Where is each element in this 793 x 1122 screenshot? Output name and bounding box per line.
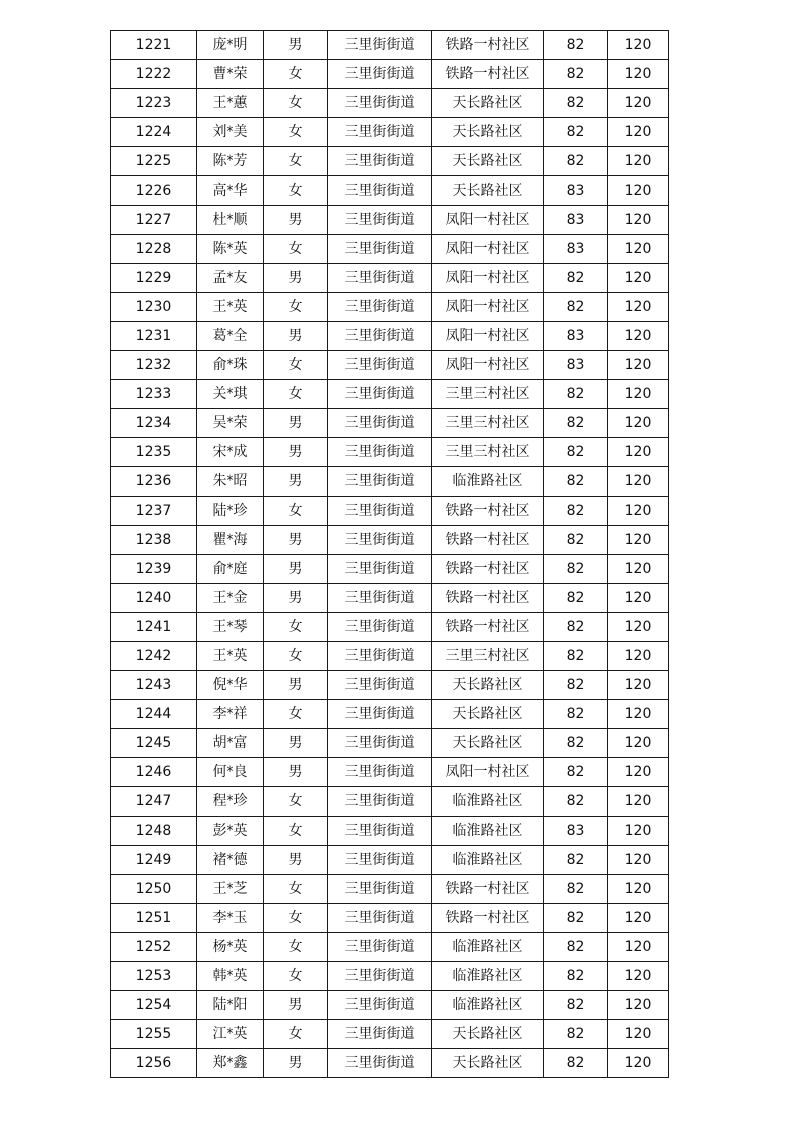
street-cell: 三里街街道 (328, 438, 432, 467)
value-b-cell: 120 (608, 147, 669, 176)
gender-cell: 男 (264, 991, 328, 1020)
community-cell: 铁路一村社区 (432, 554, 544, 583)
value-b-cell: 120 (608, 89, 669, 118)
gender-cell: 男 (264, 554, 328, 583)
community-cell: 凤阳一村社区 (432, 263, 544, 292)
value-a-cell: 82 (544, 525, 608, 554)
street-cell: 三里街街道 (328, 554, 432, 583)
gender-cell: 男 (264, 525, 328, 554)
street-cell: 三里街街道 (328, 932, 432, 961)
name-cell: 瞿*海 (197, 525, 264, 554)
gender-cell: 男 (264, 205, 328, 234)
value-a-cell: 82 (544, 147, 608, 176)
gender-cell: 女 (264, 903, 328, 932)
table-row (111, 89, 669, 118)
value-a-cell: 82 (544, 932, 608, 961)
value-a-cell: 82 (544, 89, 608, 118)
name-cell: 王*英 (197, 641, 264, 670)
value-b-cell: 120 (608, 816, 669, 845)
value-b-cell: 120 (608, 321, 669, 350)
value-b-cell: 120 (608, 729, 669, 758)
serial-number-cell: 1245 (111, 729, 197, 758)
name-cell: 关*琪 (197, 380, 264, 409)
table-row (111, 874, 669, 903)
table-row (111, 671, 669, 700)
table-row (111, 758, 669, 787)
value-a-cell: 82 (544, 292, 608, 321)
street-cell: 三里街街道 (328, 409, 432, 438)
value-b-cell: 120 (608, 962, 669, 991)
gender-cell: 女 (264, 292, 328, 321)
gender-cell: 男 (264, 321, 328, 350)
community-cell: 凤阳一村社区 (432, 205, 544, 234)
value-b-cell: 120 (608, 758, 669, 787)
table-row (111, 525, 669, 554)
table-row (111, 409, 669, 438)
serial-number-cell: 1255 (111, 1020, 197, 1049)
table-row (111, 787, 669, 816)
table-row (111, 583, 669, 612)
value-a-cell: 82 (544, 438, 608, 467)
roster-table (110, 30, 669, 1078)
serial-number-cell: 1251 (111, 903, 197, 932)
street-cell: 三里街街道 (328, 496, 432, 525)
value-a-cell: 83 (544, 176, 608, 205)
serial-number-cell: 1248 (111, 816, 197, 845)
street-cell: 三里街街道 (328, 525, 432, 554)
street-cell: 三里街街道 (328, 874, 432, 903)
value-b-cell: 120 (608, 467, 669, 496)
gender-cell: 男 (264, 845, 328, 874)
table-row (111, 729, 669, 758)
table-row (111, 903, 669, 932)
community-cell: 临淮路社区 (432, 932, 544, 961)
serial-number-cell: 1230 (111, 292, 197, 321)
street-cell: 三里街街道 (328, 671, 432, 700)
value-b-cell: 120 (608, 554, 669, 583)
value-b-cell: 120 (608, 409, 669, 438)
gender-cell: 男 (264, 438, 328, 467)
value-a-cell: 82 (544, 729, 608, 758)
value-b-cell: 120 (608, 700, 669, 729)
table-row (111, 845, 669, 874)
gender-cell: 男 (264, 729, 328, 758)
value-a-cell: 83 (544, 205, 608, 234)
street-cell: 三里街街道 (328, 118, 432, 147)
name-cell: 陈*芳 (197, 147, 264, 176)
value-b-cell: 120 (608, 583, 669, 612)
street-cell: 三里街街道 (328, 758, 432, 787)
community-cell: 天长路社区 (432, 1049, 544, 1078)
community-cell: 三里三村社区 (432, 380, 544, 409)
name-cell: 吴*荣 (197, 409, 264, 438)
value-a-cell: 82 (544, 903, 608, 932)
street-cell: 三里街街道 (328, 583, 432, 612)
gender-cell: 女 (264, 147, 328, 176)
value-a-cell: 82 (544, 31, 608, 60)
gender-cell: 男 (264, 758, 328, 787)
gender-cell: 男 (264, 263, 328, 292)
table-row (111, 467, 669, 496)
name-cell: 朱*昭 (197, 467, 264, 496)
table-row (111, 234, 669, 263)
value-a-cell: 82 (544, 991, 608, 1020)
street-cell: 三里街街道 (328, 263, 432, 292)
community-cell: 凤阳一村社区 (432, 758, 544, 787)
serial-number-cell: 1232 (111, 351, 197, 380)
value-a-cell: 82 (544, 700, 608, 729)
serial-number-cell: 1237 (111, 496, 197, 525)
name-cell: 刘*美 (197, 118, 264, 147)
gender-cell: 女 (264, 380, 328, 409)
gender-cell: 女 (264, 234, 328, 263)
serial-number-cell: 1222 (111, 60, 197, 89)
value-b-cell: 120 (608, 1020, 669, 1049)
gender-cell: 男 (264, 31, 328, 60)
street-cell: 三里街街道 (328, 292, 432, 321)
table-row (111, 118, 669, 147)
name-cell: 王*芝 (197, 874, 264, 903)
street-cell: 三里街街道 (328, 845, 432, 874)
value-a-cell: 83 (544, 351, 608, 380)
serial-number-cell: 1229 (111, 263, 197, 292)
value-a-cell: 82 (544, 554, 608, 583)
value-b-cell: 120 (608, 991, 669, 1020)
serial-number-cell: 1249 (111, 845, 197, 874)
value-b-cell: 120 (608, 176, 669, 205)
roster-table-body (111, 31, 669, 1078)
name-cell: 孟*友 (197, 263, 264, 292)
value-a-cell: 82 (544, 758, 608, 787)
value-b-cell: 120 (608, 641, 669, 670)
street-cell: 三里街街道 (328, 612, 432, 641)
street-cell: 三里街街道 (328, 787, 432, 816)
serial-number-cell: 1253 (111, 962, 197, 991)
serial-number-cell: 1246 (111, 758, 197, 787)
value-a-cell: 82 (544, 60, 608, 89)
name-cell: 江*英 (197, 1020, 264, 1049)
community-cell: 铁路一村社区 (432, 583, 544, 612)
name-cell: 宋*成 (197, 438, 264, 467)
serial-number-cell: 1233 (111, 380, 197, 409)
value-a-cell: 82 (544, 118, 608, 147)
value-b-cell: 120 (608, 380, 669, 409)
name-cell: 王*琴 (197, 612, 264, 641)
value-a-cell: 82 (544, 409, 608, 438)
community-cell: 天长路社区 (432, 729, 544, 758)
serial-number-cell: 1252 (111, 932, 197, 961)
community-cell: 三里三村社区 (432, 641, 544, 670)
table-row (111, 991, 669, 1020)
name-cell: 王*英 (197, 292, 264, 321)
gender-cell: 女 (264, 351, 328, 380)
name-cell: 王*蕙 (197, 89, 264, 118)
value-a-cell: 82 (544, 641, 608, 670)
value-b-cell: 120 (608, 263, 669, 292)
community-cell: 铁路一村社区 (432, 31, 544, 60)
name-cell: 李*祥 (197, 700, 264, 729)
name-cell: 曹*荣 (197, 60, 264, 89)
community-cell: 临淮路社区 (432, 991, 544, 1020)
name-cell: 韩*英 (197, 962, 264, 991)
name-cell: 何*良 (197, 758, 264, 787)
table-row (111, 380, 669, 409)
table-row (111, 612, 669, 641)
value-a-cell: 82 (544, 1049, 608, 1078)
gender-cell: 女 (264, 962, 328, 991)
community-cell: 凤阳一村社区 (432, 351, 544, 380)
serial-number-cell: 1239 (111, 554, 197, 583)
value-b-cell: 120 (608, 205, 669, 234)
value-b-cell: 120 (608, 671, 669, 700)
value-a-cell: 82 (544, 787, 608, 816)
community-cell: 铁路一村社区 (432, 60, 544, 89)
community-cell: 天长路社区 (432, 147, 544, 176)
name-cell: 葛*全 (197, 321, 264, 350)
street-cell: 三里街街道 (328, 903, 432, 932)
gender-cell: 女 (264, 176, 328, 205)
name-cell: 郑*鑫 (197, 1049, 264, 1078)
gender-cell: 女 (264, 787, 328, 816)
name-cell: 杨*英 (197, 932, 264, 961)
serial-number-cell: 1247 (111, 787, 197, 816)
table-row (111, 60, 669, 89)
street-cell: 三里街街道 (328, 467, 432, 496)
street-cell: 三里街街道 (328, 205, 432, 234)
community-cell: 临淮路社区 (432, 816, 544, 845)
community-cell: 天长路社区 (432, 118, 544, 147)
value-a-cell: 83 (544, 321, 608, 350)
community-cell: 凤阳一村社区 (432, 292, 544, 321)
value-b-cell: 120 (608, 932, 669, 961)
serial-number-cell: 1243 (111, 671, 197, 700)
street-cell: 三里街街道 (328, 1049, 432, 1078)
community-cell: 天长路社区 (432, 176, 544, 205)
street-cell: 三里街街道 (328, 351, 432, 380)
serial-number-cell: 1224 (111, 118, 197, 147)
value-b-cell: 120 (608, 874, 669, 903)
value-a-cell: 82 (544, 874, 608, 903)
table-row (111, 554, 669, 583)
value-b-cell: 120 (608, 351, 669, 380)
gender-cell: 女 (264, 816, 328, 845)
gender-cell: 女 (264, 700, 328, 729)
community-cell: 凤阳一村社区 (432, 234, 544, 263)
table-row (111, 263, 669, 292)
street-cell: 三里街街道 (328, 1020, 432, 1049)
community-cell: 临淮路社区 (432, 845, 544, 874)
street-cell: 三里街街道 (328, 147, 432, 176)
value-a-cell: 82 (544, 671, 608, 700)
community-cell: 凤阳一村社区 (432, 321, 544, 350)
table-row (111, 438, 669, 467)
community-cell: 三里三村社区 (432, 409, 544, 438)
table-row (111, 1049, 669, 1078)
serial-number-cell: 1256 (111, 1049, 197, 1078)
street-cell: 三里街街道 (328, 700, 432, 729)
serial-number-cell: 1228 (111, 234, 197, 263)
community-cell: 天长路社区 (432, 671, 544, 700)
value-a-cell: 82 (544, 962, 608, 991)
name-cell: 程*珍 (197, 787, 264, 816)
name-cell: 俞*珠 (197, 351, 264, 380)
value-b-cell: 120 (608, 903, 669, 932)
serial-number-cell: 1236 (111, 467, 197, 496)
name-cell: 倪*华 (197, 671, 264, 700)
serial-number-cell: 1238 (111, 525, 197, 554)
street-cell: 三里街街道 (328, 31, 432, 60)
name-cell: 王*金 (197, 583, 264, 612)
gender-cell: 男 (264, 583, 328, 612)
community-cell: 天长路社区 (432, 89, 544, 118)
community-cell: 临淮路社区 (432, 962, 544, 991)
value-a-cell: 82 (544, 583, 608, 612)
value-b-cell: 120 (608, 612, 669, 641)
gender-cell: 女 (264, 496, 328, 525)
gender-cell: 女 (264, 641, 328, 670)
name-cell: 胡*富 (197, 729, 264, 758)
serial-number-cell: 1226 (111, 176, 197, 205)
value-b-cell: 120 (608, 31, 669, 60)
value-b-cell: 120 (608, 787, 669, 816)
table-row (111, 31, 669, 60)
gender-cell: 女 (264, 612, 328, 641)
name-cell: 陆*阳 (197, 991, 264, 1020)
serial-number-cell: 1231 (111, 321, 197, 350)
community-cell: 铁路一村社区 (432, 612, 544, 641)
gender-cell: 男 (264, 1049, 328, 1078)
gender-cell: 女 (264, 874, 328, 903)
value-b-cell: 120 (608, 118, 669, 147)
value-a-cell: 82 (544, 1020, 608, 1049)
value-b-cell: 120 (608, 496, 669, 525)
street-cell: 三里街街道 (328, 89, 432, 118)
value-b-cell: 120 (608, 292, 669, 321)
name-cell: 褚*德 (197, 845, 264, 874)
value-a-cell: 82 (544, 612, 608, 641)
community-cell: 铁路一村社区 (432, 525, 544, 554)
serial-number-cell: 1244 (111, 700, 197, 729)
gender-cell: 男 (264, 409, 328, 438)
name-cell: 庞*明 (197, 31, 264, 60)
name-cell: 彭*英 (197, 816, 264, 845)
table-row (111, 932, 669, 961)
street-cell: 三里街街道 (328, 176, 432, 205)
name-cell: 陈*英 (197, 234, 264, 263)
table-row (111, 816, 669, 845)
name-cell: 杜*顺 (197, 205, 264, 234)
street-cell: 三里街街道 (328, 321, 432, 350)
street-cell: 三里街街道 (328, 729, 432, 758)
serial-number-cell: 1254 (111, 991, 197, 1020)
serial-number-cell: 1227 (111, 205, 197, 234)
value-a-cell: 82 (544, 467, 608, 496)
street-cell: 三里街街道 (328, 234, 432, 263)
gender-cell: 女 (264, 1020, 328, 1049)
street-cell: 三里街街道 (328, 641, 432, 670)
name-cell: 李*玉 (197, 903, 264, 932)
street-cell: 三里街街道 (328, 380, 432, 409)
value-b-cell: 120 (608, 1049, 669, 1078)
serial-number-cell: 1225 (111, 147, 197, 176)
community-cell: 三里三村社区 (432, 438, 544, 467)
document-page (110, 30, 668, 1078)
gender-cell: 女 (264, 89, 328, 118)
serial-number-cell: 1223 (111, 89, 197, 118)
community-cell: 铁路一村社区 (432, 874, 544, 903)
gender-cell: 男 (264, 467, 328, 496)
serial-number-cell: 1234 (111, 409, 197, 438)
street-cell: 三里街街道 (328, 60, 432, 89)
value-b-cell: 120 (608, 525, 669, 554)
street-cell: 三里街街道 (328, 962, 432, 991)
street-cell: 三里街街道 (328, 816, 432, 845)
gender-cell: 男 (264, 671, 328, 700)
gender-cell: 女 (264, 932, 328, 961)
value-a-cell: 82 (544, 496, 608, 525)
serial-number-cell: 1221 (111, 31, 197, 60)
community-cell: 铁路一村社区 (432, 903, 544, 932)
table-row (111, 147, 669, 176)
value-a-cell: 83 (544, 234, 608, 263)
table-row (111, 205, 669, 234)
community-cell: 临淮路社区 (432, 467, 544, 496)
value-b-cell: 120 (608, 438, 669, 467)
community-cell: 天长路社区 (432, 1020, 544, 1049)
table-row (111, 700, 669, 729)
table-row (111, 496, 669, 525)
community-cell: 天长路社区 (432, 700, 544, 729)
table-row (111, 1020, 669, 1049)
serial-number-cell: 1241 (111, 612, 197, 641)
table-row (111, 176, 669, 205)
table-row (111, 641, 669, 670)
community-cell: 铁路一村社区 (432, 496, 544, 525)
value-a-cell: 82 (544, 380, 608, 409)
street-cell: 三里街街道 (328, 991, 432, 1020)
gender-cell: 女 (264, 60, 328, 89)
table-row (111, 962, 669, 991)
value-a-cell: 82 (544, 263, 608, 292)
community-cell: 临淮路社区 (432, 787, 544, 816)
name-cell: 高*华 (197, 176, 264, 205)
serial-number-cell: 1240 (111, 583, 197, 612)
value-b-cell: 120 (608, 60, 669, 89)
value-a-cell: 82 (544, 845, 608, 874)
serial-number-cell: 1250 (111, 874, 197, 903)
name-cell: 陆*珍 (197, 496, 264, 525)
value-a-cell: 83 (544, 816, 608, 845)
name-cell: 俞*庭 (197, 554, 264, 583)
table-row (111, 351, 669, 380)
serial-number-cell: 1242 (111, 641, 197, 670)
value-b-cell: 120 (608, 845, 669, 874)
table-row (111, 292, 669, 321)
gender-cell: 女 (264, 118, 328, 147)
serial-number-cell: 1235 (111, 438, 197, 467)
value-b-cell: 120 (608, 234, 669, 263)
table-row (111, 321, 669, 350)
